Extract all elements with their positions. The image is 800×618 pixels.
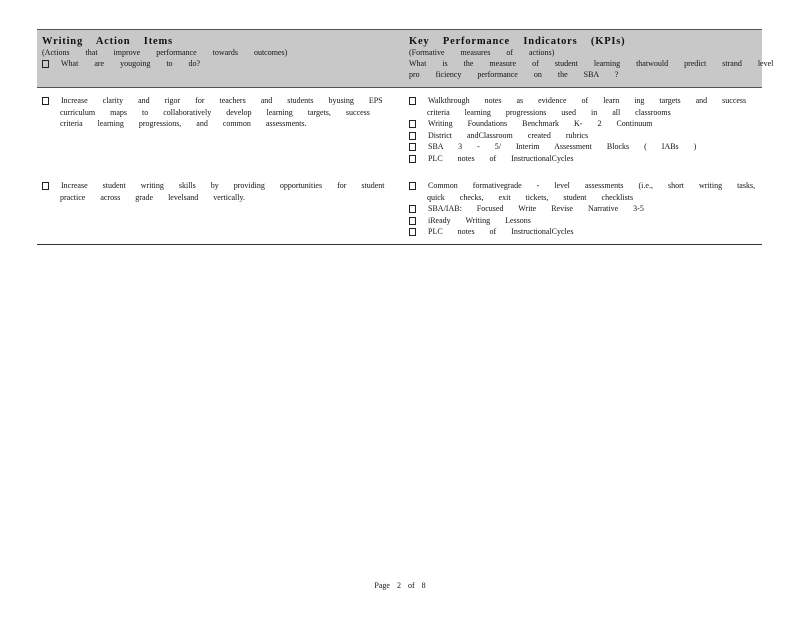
kpi-question-line2: pro ficiency performance on the SBA ? [409, 70, 619, 79]
bullet-box-icon [42, 182, 49, 190]
bullet-box-icon [409, 228, 416, 236]
table-header [37, 29, 774, 88]
action-items-question: What are yougoing to do? [42, 58, 287, 69]
kpi-list-2: Common formativegrade - level assessments (i.e., short writing tasks, quick checks, exit tickets, student checklists SBA/IAB: Focused Write Revise Narrative 3-5 iReady Writing Lessons PLC notes of InstructionalCycles [409, 180, 755, 238]
list-item: Writing Foundations Benchmark K- 2 Continuum [409, 118, 746, 130]
page-number: Page 2 of 8 [374, 581, 426, 590]
kpi-title: Key Performance Indicators (KPIs) [409, 36, 626, 47]
bullet-box-icon [409, 97, 416, 105]
bullet-box-icon [409, 155, 416, 163]
list-item: iReady Writing Lessons [409, 215, 755, 227]
list-item: SBA/IAB: Focused Write Revise Narrative 3-5 [409, 203, 755, 215]
bullet-box-icon [409, 143, 416, 151]
bullet-box-icon [409, 205, 416, 213]
bullet-box-icon [409, 182, 416, 190]
list-item: District andClassroom created rubrics [409, 130, 746, 142]
action-item-2: Increase student writing skills by providing opportunities for student practice across grade levelsand vertically. [42, 180, 385, 203]
kpi-list-1: Walkthrough notes as evidence of learn ing targets and success criteria learning progressions used in all classrooms Writing Foundations Benchmark K- 2 Continuum District andClassroom created rubrics SBA 3 - 5/ Interim Assessment Blocks ( IABs ) PLC notes of InstructionalCycles [409, 95, 746, 164]
bullet-box-icon [42, 60, 49, 68]
action-item-1: Increase clarity and rigor for teachers and students byusing EPS curriculum maps to collaboratively develop learning targets, success criteria learning progressions, and common assessments. [42, 95, 383, 130]
table-bottom-rule [37, 244, 762, 245]
list-item: PLC notes of InstructionalCycles [409, 226, 755, 238]
kpi-subtitle: (Formative measures of actions) [409, 48, 555, 57]
bullet-box-icon [409, 217, 416, 225]
kpi-header [409, 36, 773, 80]
kpi-question-line1: What is the measure of student learning thatwould predict strand level [409, 59, 774, 68]
bullet-box-icon [409, 132, 416, 140]
list-item: Walkthrough notes as evidence of learn ing targets and success [409, 95, 746, 107]
list-item: SBA 3 - 5/ Interim Assessment Blocks ( IABs ) [409, 141, 746, 153]
bullet-box-icon [42, 97, 49, 105]
list-item: Common formativegrade - level assessments (i.e., short writing tasks, [409, 180, 755, 192]
action-items-subtitle: (Actions that improve performance towards outcomes) [42, 48, 288, 57]
action-items-title: Writing Action Items [42, 36, 173, 47]
list-item: PLC notes of InstructionalCycles [409, 153, 746, 165]
action-items-header [42, 36, 287, 69]
bullet-box-icon [409, 120, 416, 128]
